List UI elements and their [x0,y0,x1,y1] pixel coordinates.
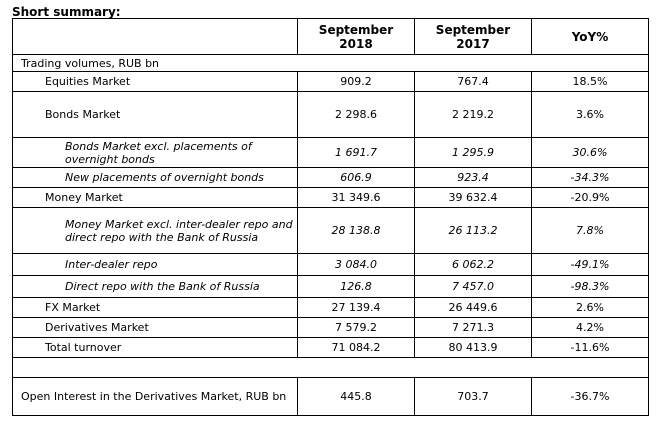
value-2018: 71 084.2 [298,338,415,358]
spacer-row [13,358,649,378]
value-2017: 2 219.2 [415,92,532,138]
table-row [13,298,649,318]
value-2018: 28 138.8 [298,208,415,254]
value-2018: 445.8 [298,378,415,416]
value-2017: 39 632.4 [415,188,532,208]
value-yoy: 30.6% [532,138,649,168]
table-row [13,254,649,276]
open-interest-row [13,378,649,416]
value-2018: 3 084.0 [298,254,415,276]
value-yoy: 7.8% [532,208,649,254]
value-2017: 7 271.3 [415,318,532,338]
page-title: Short summary: [12,5,121,19]
value-yoy: -20.9% [532,188,649,208]
section-row [13,55,649,72]
value-2017: 1 295.9 [415,138,532,168]
table-row [13,208,649,254]
value-yoy: 18.5% [532,72,649,92]
value-2018: 31 349.6 [298,188,415,208]
row-label: Inter-dealer repo [13,254,298,276]
table-row [13,138,649,168]
table-row [13,92,649,138]
value-2017: 767.4 [415,72,532,92]
value-2018: 606.9 [298,168,415,188]
value-yoy: -49.1% [532,254,649,276]
value-2017: 923.4 [415,168,532,188]
value-2017: 6 062.2 [415,254,532,276]
row-label: Total turnover [13,338,298,358]
value-2018: 7 579.2 [298,318,415,338]
row-label: Bonds Market [13,92,298,138]
header-label-cell [13,19,298,55]
section-label: Trading volumes, RUB bn [13,55,649,72]
row-label: Open Interest in the Derivatives Market, RUB bn [13,378,298,416]
value-2018: 909.2 [298,72,415,92]
header-september-2017: September 2017 [415,19,532,55]
header-yoy: YoY% [532,19,649,55]
table-row [13,72,649,92]
value-2018: 2 298.6 [298,92,415,138]
value-2018: 27 139.4 [298,298,415,318]
value-2017: 703.7 [415,378,532,416]
value-2017: 26 449.6 [415,298,532,318]
row-label: New placements of overnight bonds [13,168,298,188]
row-label: Equities Market [13,72,298,92]
value-2017: 26 113.2 [415,208,532,254]
value-yoy: -98.3% [532,276,649,298]
value-yoy: -11.6% [532,338,649,358]
value-2018: 1 691.7 [298,138,415,168]
value-yoy: 2.6% [532,298,649,318]
table-row [13,168,649,188]
value-yoy: -36.7% [532,378,649,416]
value-2017: 7 457.0 [415,276,532,298]
header-september-2018: September 2018 [298,19,415,55]
table-row [13,318,649,338]
row-label: FX Market [13,298,298,318]
spacer-cell [13,358,649,378]
table-row [13,338,649,358]
value-yoy: -34.3% [532,168,649,188]
row-label: Money Market [13,188,298,208]
value-yoy: 4.2% [532,318,649,338]
table-row [13,276,649,298]
row-label: Direct repo with the Bank of Russia [13,276,298,298]
summary-table [12,18,649,416]
row-label: Derivatives Market [13,318,298,338]
value-2017: 80 413.9 [415,338,532,358]
header-row [13,19,649,55]
table-row [13,188,649,208]
value-2018: 126.8 [298,276,415,298]
row-label: Money Market excl. inter-dealer repo and direct repo with the Bank of Russia [13,208,298,254]
value-yoy: 3.6% [532,92,649,138]
row-label: Bonds Market excl. placements of overnight bonds [13,138,298,168]
